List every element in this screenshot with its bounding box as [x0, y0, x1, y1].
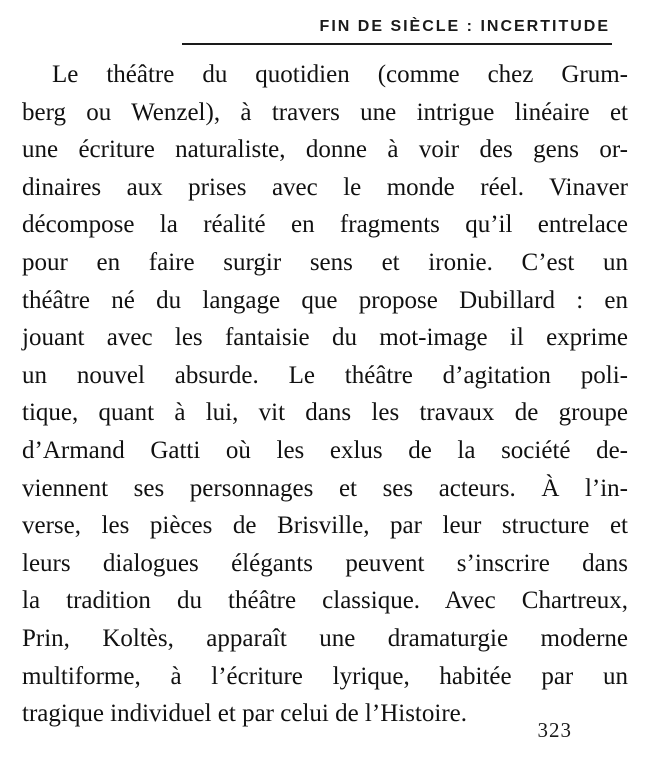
text-line: d’Armand Gatti où les exlus de la société de-	[22, 436, 628, 464]
text-line: décompose la réalité en fragments qu’il entrelace	[22, 211, 628, 239]
text-line: une écriture naturaliste, donne à voir des gens or-	[22, 136, 628, 164]
text-line: pour en faire surgir sens et ironie. C’est un	[22, 248, 628, 276]
text-line: viennent ses personnages et ses acteurs. À l’in-	[22, 474, 628, 502]
text-line: théâtre né du langage que propose Dubillard : en	[22, 286, 628, 314]
text-line: verse, les pièces de Brisville, par leur structure et	[22, 512, 628, 540]
text-line: berg ou Wenzel), à travers une intrigue linéaire et	[22, 98, 628, 126]
text-line: la tradition du théâtre classique. Avec Chartreux,	[22, 587, 628, 615]
text-line: dinaires aux prises avec le monde réel. Vinaver	[22, 173, 628, 201]
header-rule	[182, 43, 612, 45]
page-number: 323	[537, 718, 572, 742]
text-line: tique, quant à lui, vit dans les travaux de groupe	[22, 399, 628, 427]
body-paragraph	[22, 56, 628, 733]
running-header: FIN DE SIÈCLE : INCERTITUDE	[319, 18, 610, 35]
text-line: un nouvel absurde. Le théâtre d’agitation poli-	[22, 361, 628, 389]
text-line: jouant avec les fantaisie du mot-image il exprime	[22, 324, 628, 352]
text-line: leurs dialogues élégants peuvent s’inscrire dans	[22, 549, 628, 577]
text-line: multiforme, à l’écriture lyrique, habitée par un	[22, 662, 628, 690]
text-line: Le théâtre du quotidien (comme chez Grum-	[52, 61, 628, 88]
text-line: Prin, Koltès, apparaît une dramaturgie moderne	[22, 624, 628, 652]
text-line: tragique individuel et par celui de l’Histoire.	[22, 700, 467, 728]
